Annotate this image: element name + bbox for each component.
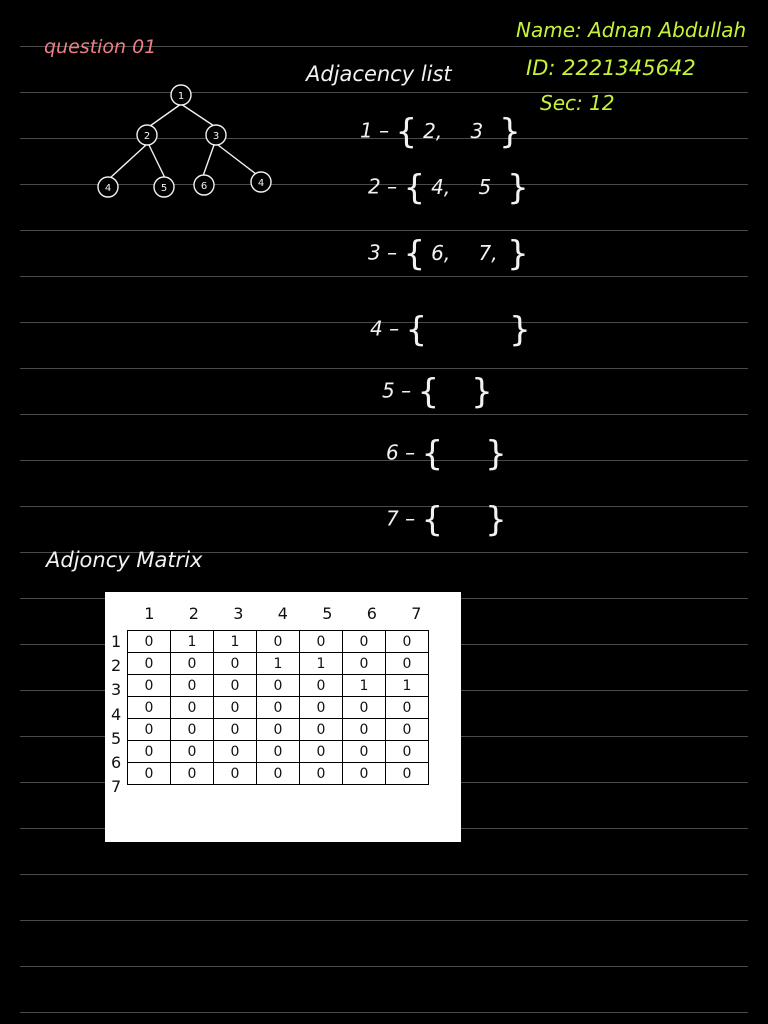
adjacency-row-label: 6 –: [386, 440, 416, 465]
adjacency-row: 4 – { }: [370, 310, 531, 350]
adjacency-row: 1 – { 2, 3 }: [360, 112, 521, 152]
matrix-cell: 0: [343, 631, 386, 653]
matrix-cell: 0: [386, 719, 429, 741]
matrix-row: [128, 653, 429, 675]
tree-node-label: 5: [160, 183, 168, 194]
matrix-cell: 0: [214, 653, 257, 675]
matrix-column-header: 3: [233, 604, 244, 623]
adjacency-row: 2 – { 4, 5 }: [368, 168, 529, 208]
matrix-cell: 1: [343, 675, 386, 697]
section-number: Sec: 12: [540, 91, 615, 115]
tree-node-label: 4: [104, 183, 112, 194]
matrix-cell: 0: [343, 763, 386, 785]
matrix-cell: 0: [171, 719, 214, 741]
matrix-cell: 0: [128, 719, 171, 741]
matrix-cell: 0: [386, 763, 429, 785]
matrix-cell: 0: [171, 763, 214, 785]
matrix-cell: 0: [386, 653, 429, 675]
matrix-cell: 0: [214, 741, 257, 763]
matrix-column-header: 4: [277, 604, 288, 623]
matrix-row-header: 4: [111, 704, 122, 724]
adjacency-row-values: 4, 5: [431, 174, 492, 199]
matrix-row: [128, 675, 429, 697]
matrix-cell: 0: [300, 631, 343, 653]
matrix-row: [128, 741, 429, 763]
matrix-cell: 0: [300, 719, 343, 741]
adjacency-row: 3 – { 6, 7, }: [368, 234, 529, 274]
matrix-cell: 0: [300, 741, 343, 763]
tree-node-label: 3: [212, 131, 220, 142]
matrix-cell: 0: [257, 631, 300, 653]
tree-edge: [181, 104, 214, 126]
matrix-cell: 0: [257, 741, 300, 763]
matrix-column-header: 1: [144, 604, 155, 623]
adjacency-matrix-table: [127, 630, 429, 785]
matrix-cell: 0: [257, 763, 300, 785]
adjacency-matrix-title: Adjoncy Matrix: [46, 548, 203, 572]
matrix-cell: 0: [171, 697, 214, 719]
adjacency-row-label: 4 –: [370, 316, 400, 341]
adjacency-row-label: 3 –: [368, 240, 398, 265]
matrix-row-header: 5: [111, 728, 122, 748]
matrix-column-header: 5: [322, 604, 333, 623]
matrix-row: [128, 763, 429, 785]
matrix-row-header: 6: [111, 753, 122, 772]
adjacency-row-values: 2, 3: [423, 118, 484, 143]
matrix-cell: 1: [386, 675, 429, 697]
matrix-cell: 0: [343, 697, 386, 719]
tree-edge: [149, 145, 165, 178]
matrix-cell: 1: [214, 631, 257, 653]
matrix-cell: 1: [257, 653, 300, 675]
matrix-cell: 0: [386, 741, 429, 763]
matrix-cell: 0: [128, 631, 171, 653]
tree-node-label: 4: [257, 178, 265, 189]
matrix-cell: 1: [300, 653, 343, 675]
tree-edge: [203, 145, 214, 176]
matrix-cell: 0: [214, 675, 257, 697]
matrix-cell: 0: [171, 653, 214, 675]
matrix-column-header: 2: [188, 604, 199, 623]
matrix-column-header: 7: [411, 604, 422, 623]
matrix-cell: 0: [171, 741, 214, 763]
adjacency-list-title: Adjacency list: [306, 62, 452, 86]
matrix-row-header: 7: [111, 777, 122, 797]
student-id: ID: 2221345642: [526, 56, 696, 80]
adjacency-row-label: 1 –: [360, 118, 390, 143]
matrix-column-header: 6: [366, 604, 377, 623]
tree-edge: [110, 145, 146, 178]
adjacency-row-label: 5 –: [382, 378, 412, 403]
tree-node-label: 2: [143, 131, 151, 142]
matrix-cell: 0: [343, 653, 386, 675]
adjacency-row-label: 7 –: [386, 506, 416, 531]
student-name: Name: Adnan Abdullah: [516, 18, 747, 42]
matrix-cell: 0: [214, 719, 257, 741]
matrix-cell: 0: [386, 697, 429, 719]
matrix-cell: 0: [343, 719, 386, 741]
matrix-cell: 0: [257, 719, 300, 741]
adjacency-matrix-sheet: [105, 592, 461, 842]
matrix-row-header: 1: [111, 632, 122, 651]
tree-node-label: 1: [177, 91, 185, 102]
adjacency-row: 6 – { }: [386, 434, 507, 474]
question-label: question 01: [44, 36, 157, 58]
matrix-row: [128, 719, 429, 741]
matrix-cell: 0: [128, 697, 171, 719]
matrix-row-header: 3: [111, 680, 122, 700]
matrix-cell: 0: [128, 763, 171, 785]
matrix-cell: 0: [214, 697, 257, 719]
matrix-cell: 0: [214, 763, 257, 785]
matrix-cell: 0: [300, 763, 343, 785]
matrix-cell: 0: [128, 741, 171, 763]
matrix-cell: 0: [343, 741, 386, 763]
tree-node-label: 6: [200, 181, 208, 192]
adjacency-row-label: 2 –: [368, 174, 398, 199]
matrix-cell: 0: [171, 675, 214, 697]
matrix-row: [128, 697, 429, 719]
matrix-cell: 0: [128, 653, 171, 675]
matrix-cell: 0: [257, 697, 300, 719]
matrix-row: [128, 631, 429, 653]
tree-edge: [218, 145, 256, 174]
matrix-cell: 0: [128, 675, 171, 697]
matrix-cell: 0: [257, 675, 300, 697]
tree-edge: [150, 104, 181, 126]
adjacency-row: 7 – { }: [386, 500, 507, 540]
matrix-cell: 0: [300, 675, 343, 697]
matrix-row-header: 2: [111, 656, 122, 676]
adjacency-row: 5 – { }: [382, 372, 493, 412]
matrix-cell: 0: [300, 697, 343, 719]
matrix-cell: 0: [386, 631, 429, 653]
adjacency-row-values: 6, 7,: [431, 240, 498, 265]
matrix-cell: 1: [171, 631, 214, 653]
